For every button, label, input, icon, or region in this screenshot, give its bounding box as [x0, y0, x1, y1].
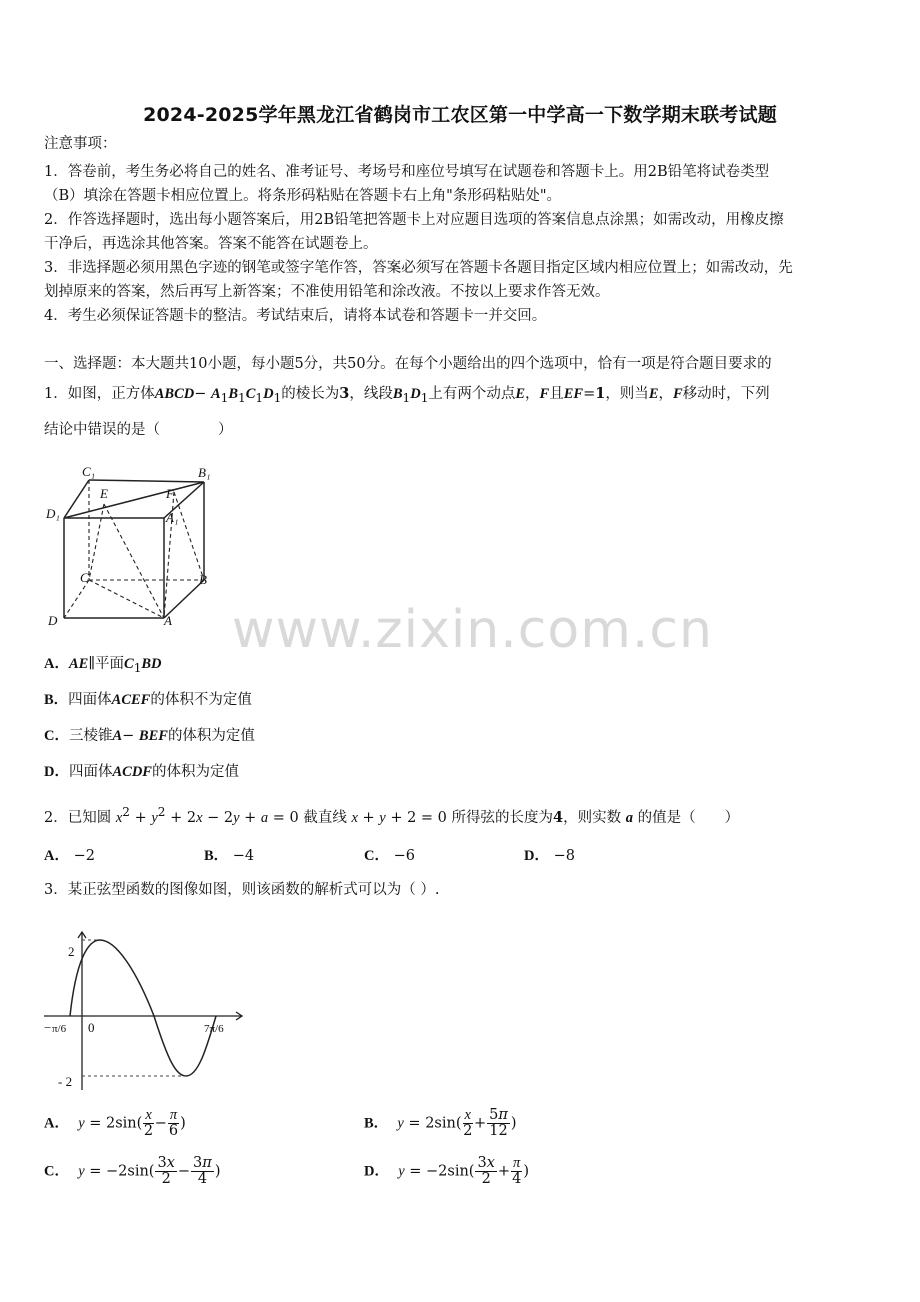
q2-option-d[interactable]: D． −8	[524, 848, 575, 864]
q3-option-b[interactable]: B． y = 2sin( $\frac{x}{2}$ + $\frac{5\pi}{12}$ )	[364, 1107, 517, 1139]
notice-line: （B）填涂在答题卡相应位置上。将条形码粘贴在答题卡右上角"条形码粘贴处"。	[44, 188, 561, 204]
label-b: B	[199, 572, 207, 587]
q3-option-c[interactable]: C． y = −2sin( $\frac{3x}{2}$ − $\frac{3\pi}{4}$ )	[44, 1155, 221, 1187]
label-a1: A₁	[166, 510, 179, 525]
label-b1: B₁	[198, 465, 211, 480]
x-right-label: 7π/6	[204, 1023, 224, 1035]
label-c: C	[80, 570, 89, 585]
q2-option-b[interactable]: B． −4	[204, 848, 255, 864]
y-min-label: - 2	[58, 1074, 73, 1089]
label-d: D	[48, 613, 58, 628]
sine-graph	[36, 920, 256, 1094]
q1-option-b[interactable]: B．四面体ACEF的体积不为定值	[44, 692, 252, 708]
section-heading: 一、选择题：本大题共10小题，每小题5分，共50分。在每个小题给出的四个选项中，恰有一项是符合题目要求的	[44, 356, 772, 372]
notice-line: 干净后，再选涂其他答案。答案不能答在试题卷上。	[44, 236, 378, 252]
notice-line: 1．答卷前，考生务必将自己的姓名、准考证号、考场号和座位号填写在试题卷和答题卡上。用2B铅笔将试卷类型	[44, 164, 770, 180]
x-left-label-num: π/6	[52, 1023, 67, 1035]
notice-line: 3．非选择题必须用黑色字迹的钢笔或签字笔作答，答案必须写在答题卡各题目指定区域内相应位置上；如需改动，先	[44, 260, 793, 276]
question-2-text: 2．已知圆 $x^2 + y^2 + 2x - 2y + a = 0$ 截直线 x + y + 2 = 0 所得弦的长度为4，则实数 a 的值是（ ）	[44, 805, 740, 826]
q2-option-c[interactable]: C． −6	[364, 848, 415, 864]
notice-heading: 注意事项：	[44, 136, 117, 152]
q2-option-a[interactable]: A． −2	[44, 848, 95, 864]
cube-figure	[44, 462, 224, 632]
q1-option-c[interactable]: C．三棱锥A− BEF的体积为定值	[44, 728, 255, 744]
label-d1: D₁	[46, 506, 60, 521]
label-a: A	[164, 613, 172, 628]
label-e: E	[100, 486, 108, 501]
question-3-text: 3．某正弦型函数的图像如图，则该函数的解析式可以为（ ）.	[44, 882, 440, 898]
q3-option-a[interactable]: A． y = 2sin( $\frac{x}{2}$ − $\frac{\pi}{6}$ )	[44, 1107, 186, 1139]
notice-line: 划掉原来的答案，然后再写上新答案；不准使用铅笔和涂改液。不按以上要求作答无效。	[44, 284, 610, 300]
notice-line: 2．作答选择题时，选出每小题答案后，用2B铅笔把答题卡上对应题目选项的答案信息点涂黑；如需改动，用橡皮擦	[44, 212, 784, 228]
q1-option-d[interactable]: D．四面体ACDF的体积为定值	[44, 764, 239, 780]
question-1-text-cont: 结论中错误的是（ ）	[44, 422, 233, 438]
q1-option-a[interactable]: A．AE∥平面$C_1BD$	[44, 656, 162, 675]
origin-label: 0	[88, 1020, 95, 1035]
q3-option-d[interactable]: D． y = −2sin( $\frac{3x}{2}$ + $\frac{\pi}{4}$ )	[364, 1155, 529, 1187]
x-left-label: −	[44, 1020, 52, 1035]
page-title: 2024-2025学年黑龙江省鹤岗市工农区第一中学高一下数学期末联考试题	[143, 104, 777, 126]
label-c1: C₁	[82, 464, 96, 479]
y-max-label: 2	[68, 944, 75, 959]
question-1-text: 1．如图，正方体ABCD− $A_1B_1C_1D_1$的棱长为3，线段$B_1D_1$上有两个动点E，F且EF=1，则当E，F移动时，下列	[44, 385, 770, 405]
watermark: www.zixin.com.cn	[232, 600, 713, 660]
notice-line: 4．考生必须保证答题卡的整洁。考试结束后，请将本试卷和答题卡一并交回。	[44, 308, 547, 324]
label-f: F	[166, 486, 174, 501]
